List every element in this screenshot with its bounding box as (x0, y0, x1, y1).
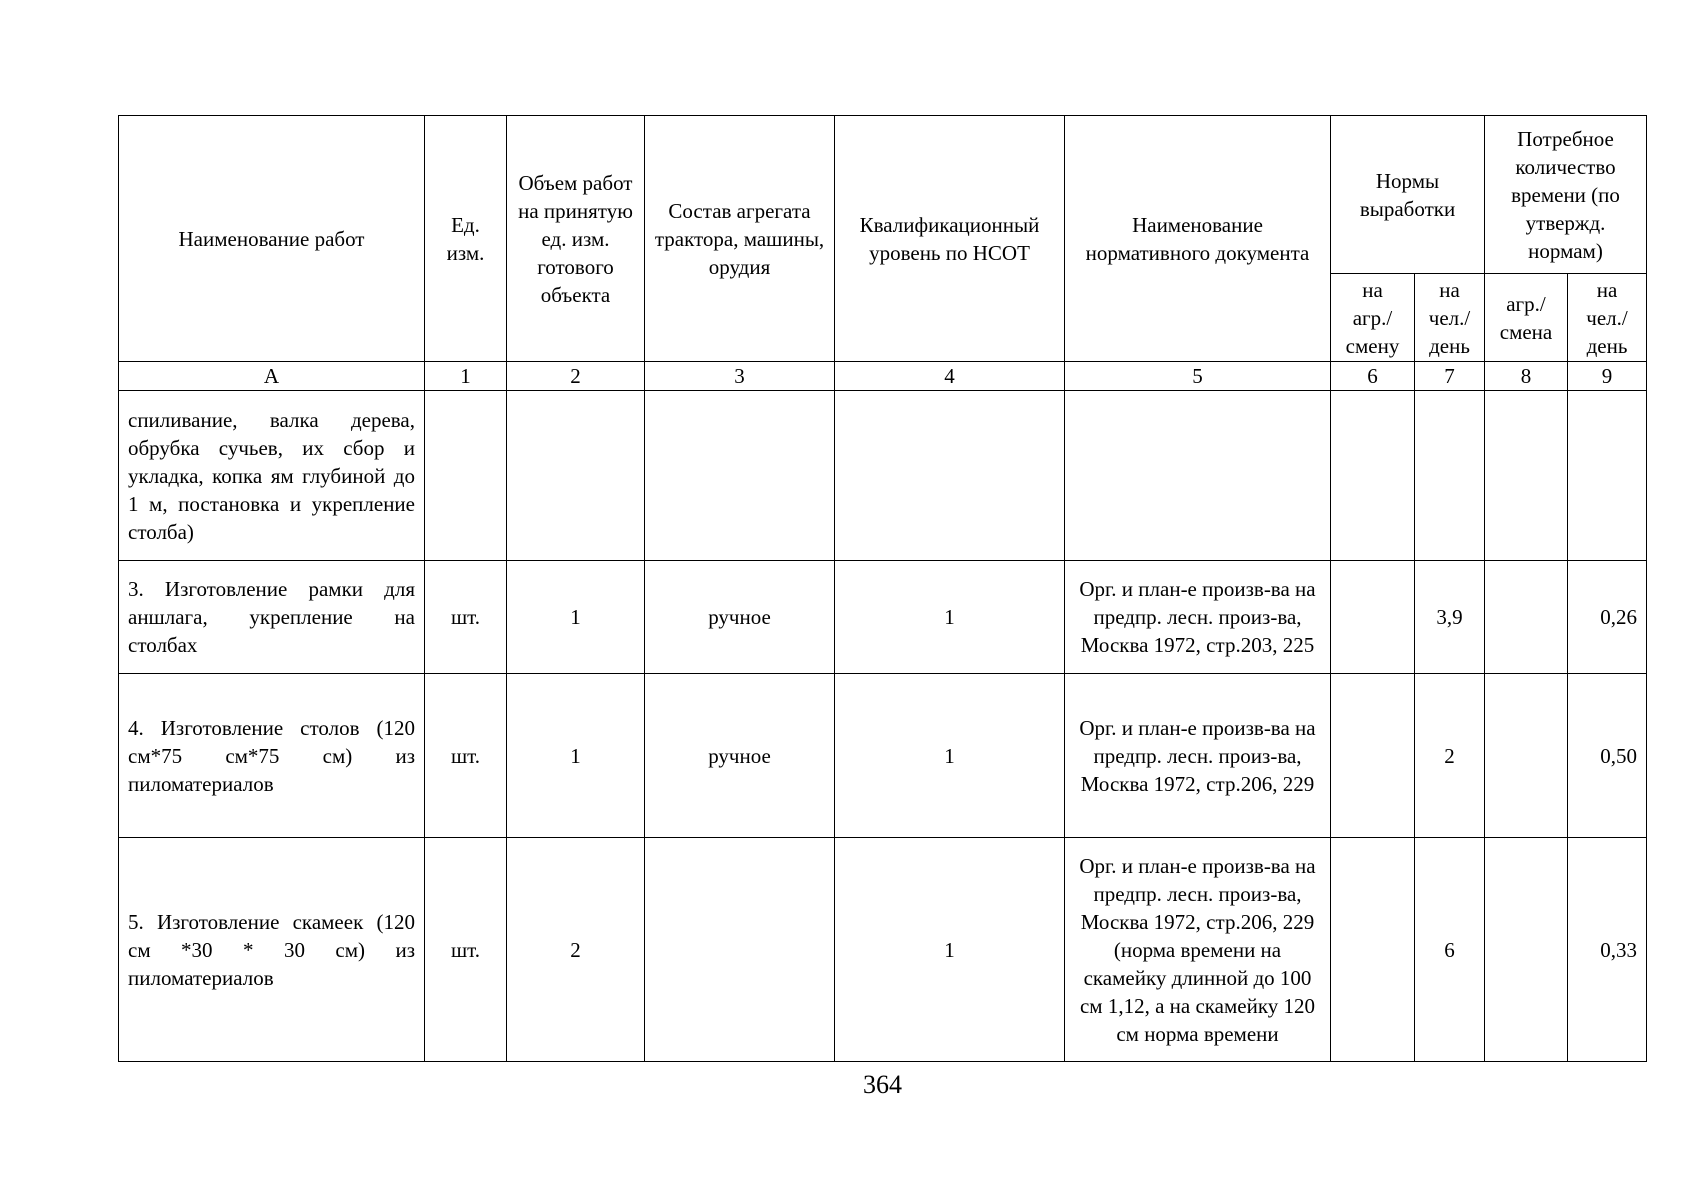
time-per-person-day: 0,26 (1568, 561, 1647, 674)
table-row (119, 674, 1647, 838)
header-qualification-level: Квалификационный уровень по НСОТ (835, 116, 1065, 362)
volume: 2 (507, 838, 645, 1062)
header-unit-composition: Состав агрегата трактора, машины, орудия (645, 116, 835, 362)
work-name: спиливание, валка дерева, обрубка сучьев, их сбор и укладка, копка ям глубиной до 1 м, постановка и укрепление столба) (119, 391, 425, 561)
qualification-level: 1 (835, 674, 1065, 838)
col-number: 8 (1485, 362, 1568, 391)
header-unit: Ед. изм. (425, 116, 507, 362)
norm-per-person-day: 2 (1415, 674, 1485, 838)
page-number: 364 (863, 1070, 902, 1099)
volume: 1 (507, 561, 645, 674)
unit-composition: ручное (645, 674, 835, 838)
numbering-row (119, 362, 1647, 391)
header-normative-document: Наименование нормативного документа (1065, 116, 1331, 362)
normative-document: Орг. и план-е произв-ва на предпр. лесн. произ-ва, Москва 1972, стр.206, 229 (1065, 674, 1331, 838)
col-number: 1 (425, 362, 507, 391)
normative-document: Орг. и план-е произв-ва на предпр. лесн. произ-ва, Москва 1972, стр.203, 225 (1065, 561, 1331, 674)
norms-table (118, 115, 1647, 1062)
norm-per-person-day: 3,9 (1415, 561, 1485, 674)
table-row (119, 561, 1647, 674)
header-output-norms: Нормы выработки (1331, 116, 1485, 274)
unit: шт. (425, 561, 507, 674)
header-time-per-person-day: на чел./ день (1568, 274, 1647, 362)
header-norm-per-unit-shift: на агр./ смену (1331, 274, 1415, 362)
time-per-unit-shift (1485, 391, 1568, 561)
qualification-level: 1 (835, 561, 1065, 674)
time-per-person-day: 0,50 (1568, 674, 1647, 838)
col-number: 6 (1331, 362, 1415, 391)
col-number: 3 (645, 362, 835, 391)
normative-document (1065, 391, 1331, 561)
col-number: А (119, 362, 425, 391)
header-norm-per-person-day: на чел./ день (1415, 274, 1485, 362)
qualification-level: 1 (835, 838, 1065, 1062)
volume (507, 391, 645, 561)
col-number: 5 (1065, 362, 1331, 391)
time-per-person-day: 0,33 (1568, 838, 1647, 1062)
time-per-unit-shift (1485, 674, 1568, 838)
norm-per-unit-shift (1331, 674, 1415, 838)
unit (425, 391, 507, 561)
table-row (119, 838, 1647, 1062)
header-row-top (119, 116, 1647, 274)
header-work-name: Наименование работ (119, 116, 425, 362)
col-number: 7 (1415, 362, 1485, 391)
col-number: 2 (507, 362, 645, 391)
work-name: 5. Изготовление скамеек (120 см *30 * 30 см) из пиломатериалов (119, 838, 425, 1062)
unit: шт. (425, 674, 507, 838)
col-number: 4 (835, 362, 1065, 391)
header-time-per-unit-shift: агр./ смена (1485, 274, 1568, 362)
norm-per-person-day (1415, 391, 1485, 561)
unit-composition: ручное (645, 561, 835, 674)
time-per-unit-shift (1485, 561, 1568, 674)
time-per-unit-shift (1485, 838, 1568, 1062)
normative-document: Орг. и план-е произв-ва на предпр. лесн. произ-ва, Москва 1972, стр.206, 229 (норма времени на скамейку длинной до 100 см 1,12, а на скамейку 120 см норма времени (1065, 838, 1331, 1062)
header-required-time: Потребное количество времени (по утвержд. нормам) (1485, 116, 1647, 274)
work-name: 3. Изготовление рамки для аншлага, укрепление на столбах (119, 561, 425, 674)
header-volume: Объем работ на принятую ед. изм. готового объекта (507, 116, 645, 362)
col-number: 9 (1568, 362, 1647, 391)
unit-composition (645, 838, 835, 1062)
norm-per-unit-shift (1331, 838, 1415, 1062)
table-row (119, 391, 1647, 561)
norm-per-unit-shift (1331, 391, 1415, 561)
unit: шт. (425, 838, 507, 1062)
norm-per-person-day: 6 (1415, 838, 1485, 1062)
unit-composition (645, 391, 835, 561)
volume: 1 (507, 674, 645, 838)
qualification-level (835, 391, 1065, 561)
time-per-person-day (1568, 391, 1647, 561)
work-name: 4. Изготовление столов (120 см*75 см*75 см) из пиломатериалов (119, 674, 425, 838)
norm-per-unit-shift (1331, 561, 1415, 674)
